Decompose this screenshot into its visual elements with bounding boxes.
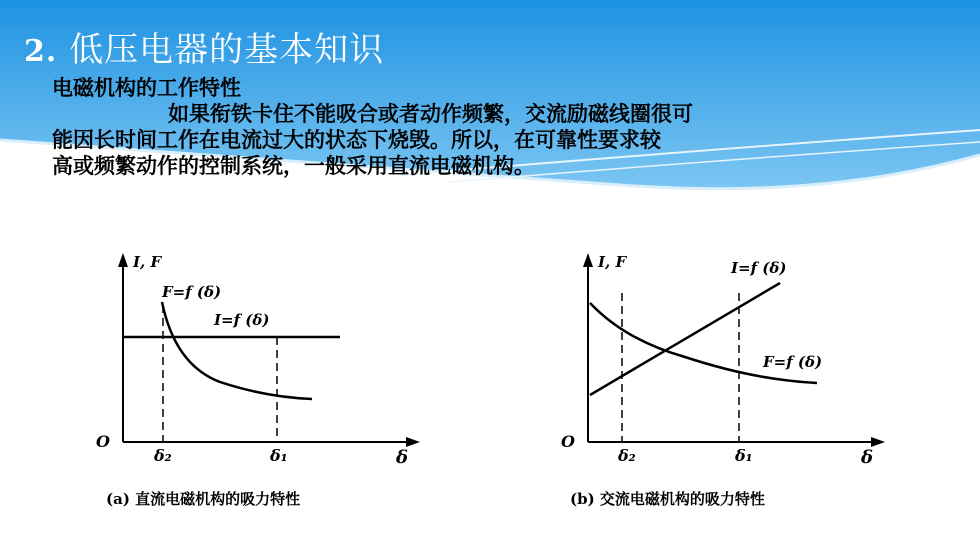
paragraph-line-1: 如果衔铁卡住不能吸合或者动作频繁，交流励磁线圈很可 <box>168 102 693 126</box>
title-number: 2. <box>24 34 58 69</box>
body-paragraph <box>52 101 912 179</box>
figure-b-x-arrow <box>871 437 885 447</box>
figure-a-y-arrow <box>118 253 128 267</box>
figure-a-origin-label: O <box>96 432 110 451</box>
figure-a-y-label: I, F <box>133 253 162 271</box>
figure-b-diagram <box>555 245 895 475</box>
slide-title <box>24 22 384 71</box>
figure-a-caption: (a) 直流电磁机构的吸力特性 <box>106 490 301 508</box>
figure-b-d2-tick: δ₂ <box>618 446 636 465</box>
figure-a-diagram <box>90 245 430 475</box>
figure-b-y-label: I, F <box>598 253 627 271</box>
figure-b-f-label: F=f (δ) <box>763 353 823 371</box>
figure-a-x-arrow <box>406 437 420 447</box>
figure-b-y-arrow <box>583 253 593 267</box>
figure-a-i-label: I=f (δ) <box>214 311 270 329</box>
figure-a-d2-tick: δ₂ <box>154 446 172 465</box>
figure-b-x-label: δ <box>861 447 874 468</box>
figure-a-d1-tick: δ₁ <box>270 446 288 465</box>
figure-a-f-label: F=f (δ) <box>162 283 222 301</box>
figure-b-i-label: I=f (δ) <box>731 259 787 277</box>
figure-b-caption: (b) 交流电磁机构的吸力特性 <box>570 490 765 508</box>
title-text: 低压电器的基本知识 <box>69 30 385 70</box>
subtitle: 电磁机构的工作特性 <box>52 76 241 100</box>
paragraph-line-2: 能因长时间工作在电流过大的状态下烧毁。所以，在可靠性要求较 <box>52 128 661 152</box>
figure-b-current-line <box>590 283 780 395</box>
figure-a-x-label: δ <box>396 447 409 468</box>
figure-b-d1-tick: δ₁ <box>735 446 753 465</box>
figure-b-force-curve <box>590 303 817 383</box>
paragraph-line-3: 高或频繁动作的控制系统，一般采用直流电磁机构。 <box>52 154 535 178</box>
figure-b-origin-label: O <box>561 432 575 451</box>
